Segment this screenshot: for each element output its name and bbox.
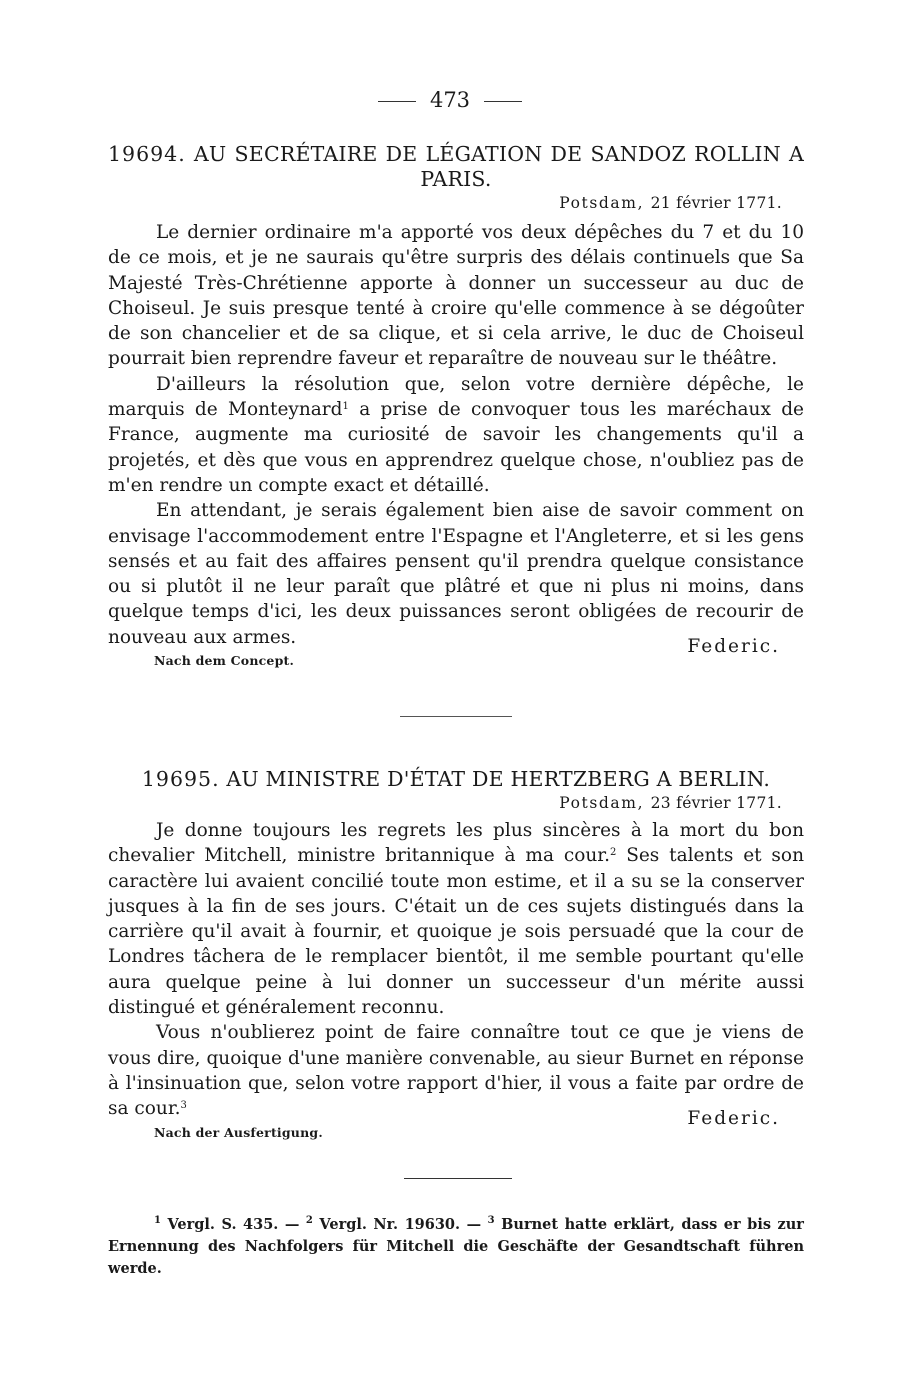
footnote-marker: 1 [342,401,349,413]
letter-recipient: AU SECRÉTAIRE DE LÉGATION DE SANDOZ ROLLIN A PARIS. [193,142,805,191]
signature: Federic. [687,636,780,658]
paragraph: Le dernier ordinaire m'a apporté vos deux dépêches du 7 et du 10 de ce mois, et je ne saurais qu'être surpris des délais continuels que Sa Majesté Très-Chrétienne apporte à donner un successeur au duc de Choiseul. Je suis presque tenté à croire qu'elle commence à se dégoûter de son chancelier et de sa clique, et si cela arrive, le duc de Choiseul pourrait bien reprendre faveur et reparaître de nouveau sur le théâtre. [108,222,804,370]
letter-date: 21 février 1771. [650,194,782,212]
letter-heading [108,142,804,192]
footnote-2: Vergl. Nr. 19630. — [319,1216,482,1233]
letter-number: 19695. [141,767,220,791]
paragraph-text: Je donne toujours les regrets les plus sincères à la mort du bon chevalier Mitchell, ministre britannique à ma cour. [108,820,804,867]
page-number: 473 [429,88,471,112]
footnote-separator [404,1178,512,1179]
paragraph-text: Ses talents et son caractère lui avaient concilié toute mon estime, et il a su se la conserver jusques à la fin de ses jours. C'était un de ces sujets distingués dans la carrière qu'il avait à fournir, et quoique je sois persuadé que la cour de Londres tâchera de le remplacer bientôt, il me semble pourtant qu'elle aura quelque peine à lui donner un successeur d'un mérite aussi distingué et généralement reconnu. [108,845,804,1019]
place-date [108,794,804,812]
letter-recipient: AU MINISTRE D'ÉTAT DE HERTZBERG A BERLIN. [226,767,771,791]
letter-19695 [108,767,804,1140]
paragraph-text: D'ailleurs la résolution que, selon votre dernière dépêche, le marquis de Monteynard [108,373,804,421]
paragraph-text: Vous n'oublierez point de faire connaître tout ce que je viens de vous dire, quoique d'une manière convenable, au sieur Burnet en réponse à l'insinuation que, selon votre rapport d'hier, il vous a faite par ordre de sa cour. [108,1022,804,1120]
source-note: Nach der Ausfertigung. [154,1124,323,1140]
paragraph [108,818,804,1020]
letter-place: Potsdam, [559,794,645,812]
footnote-marker: 2 [305,1215,313,1226]
letter-date: 23 février 1771. [650,794,782,812]
footnote-marker: 3 [180,1100,187,1112]
footnote-marker: 3 [487,1215,495,1226]
footnotes [108,1214,804,1280]
letter-19694 [108,142,804,668]
letter-number: 19694. [108,142,186,166]
place-date [108,194,804,212]
paragraph [108,372,804,498]
footnote-3: Burnet hatte erklärt, dass er bis zur Ernennung des Nachfolgers für Mitchell die Geschäfte der Gesandtschaft führen werde. [108,1216,804,1277]
header-rule-right [484,101,522,102]
paragraph [108,1020,804,1121]
letter-separator [400,716,512,717]
letter-place: Potsdam, [559,194,645,212]
header-rule-left [378,101,416,102]
signature: Federic. [687,1107,780,1129]
footnote-marker: 2 [609,847,617,859]
source-note: Nach dem Concept. [154,653,295,669]
paragraph-text: a prise de convoquer tous les maréchaux de France, augmente ma curiosité de savoir les changements qu'il a projetés, et dès que vous en apprendrez quelque chose, n'oubliez pas de m'en rendre un compte exact et détaillé. [108,399,804,496]
footnote-1: Vergl. S. 435. — [167,1216,300,1233]
footnote-marker: 1 [154,1215,161,1226]
paragraph: En attendant, je serais également bien aise de savoir comment on envisage l'accommodement entre l'Espagne et l'Angleterre, et si les gens sensés et au fait des affaires pensent qu'il prendra quelque consistance ou si plutôt il ne leur paraît que plâtré et que ni plus ni moins, dans quelque temps d'ici, les deux puissances seront obligées de recourir de nouveau aux armes. [108,500,804,648]
letter-heading [108,767,804,792]
page-header [0,88,900,112]
